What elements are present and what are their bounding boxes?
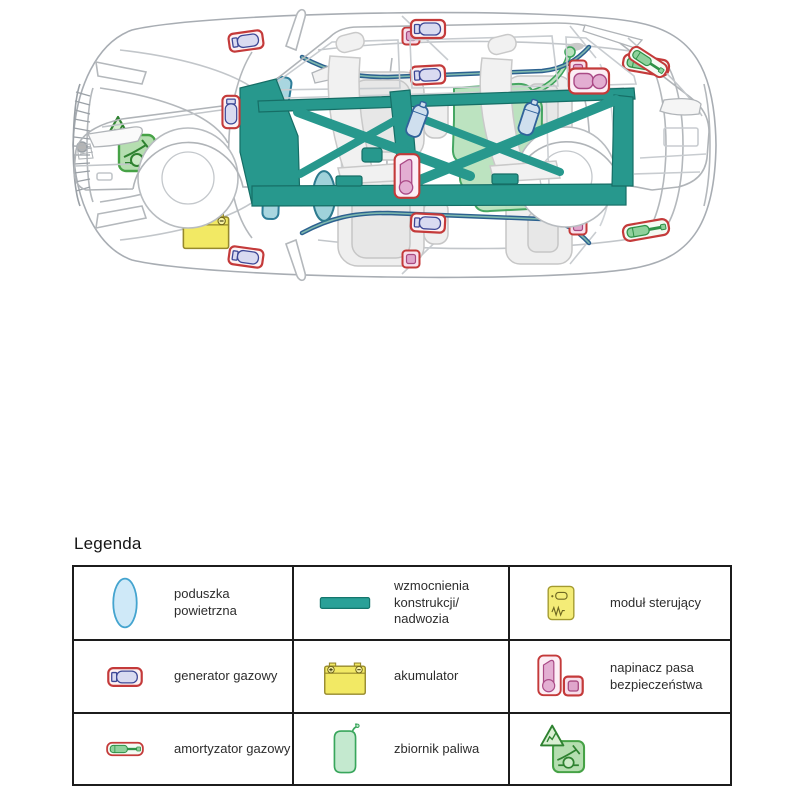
legend-label: moduł sterujący — [610, 594, 702, 610]
gas-strut-icon — [84, 714, 166, 784]
legend-title: Legenda — [74, 534, 142, 553]
deployment-hazard-icon — [520, 714, 602, 784]
gas-strut-marker — [627, 45, 670, 80]
pretensioner-icon — [520, 642, 602, 712]
legend-label: napinacz pasa bezpieczeństwa — [610, 659, 703, 692]
legend-table — [72, 565, 732, 786]
legend-label: zbiornik paliwa — [394, 740, 480, 756]
legend-cell-airbag — [74, 567, 294, 641]
legend-cell-deployment-hazard — [510, 714, 730, 784]
control-module-icon — [520, 568, 602, 638]
pretensioner-tall-marker — [395, 154, 420, 198]
reinforcement-icon — [304, 568, 386, 638]
legend-cell-pretensioner — [510, 641, 730, 714]
legend-cell-fuel-tank — [294, 714, 510, 784]
legend-cell-gas-generator — [74, 641, 294, 714]
legend-cell-control-module — [510, 567, 730, 641]
gas-generator-icon — [84, 642, 166, 712]
gas-generator-marker — [228, 246, 264, 269]
legend-cell-battery — [294, 641, 510, 714]
pretensioner-square-marker — [403, 251, 420, 268]
battery-icon — [304, 642, 386, 712]
pretensioner-module-marker — [569, 69, 609, 94]
legend-label: wzmocnienia konstrukcji/ nadwozia — [394, 577, 470, 627]
legend-label: akumulator — [394, 668, 459, 684]
gas-generator-marker — [411, 20, 445, 38]
legend-cell-gas-strut — [74, 714, 294, 784]
legend-label: generator gazowy — [174, 668, 278, 684]
fuel-tank-icon — [304, 714, 386, 784]
legend-label: amortyzator gazowy — [174, 740, 291, 756]
airbag-icon — [84, 568, 166, 638]
car-side-view — [0, 0, 800, 245]
gas-generator-marker — [222, 96, 239, 128]
legend-cell-reinforcement — [294, 567, 510, 641]
legend-label: poduszka powietrzna — [174, 586, 237, 618]
